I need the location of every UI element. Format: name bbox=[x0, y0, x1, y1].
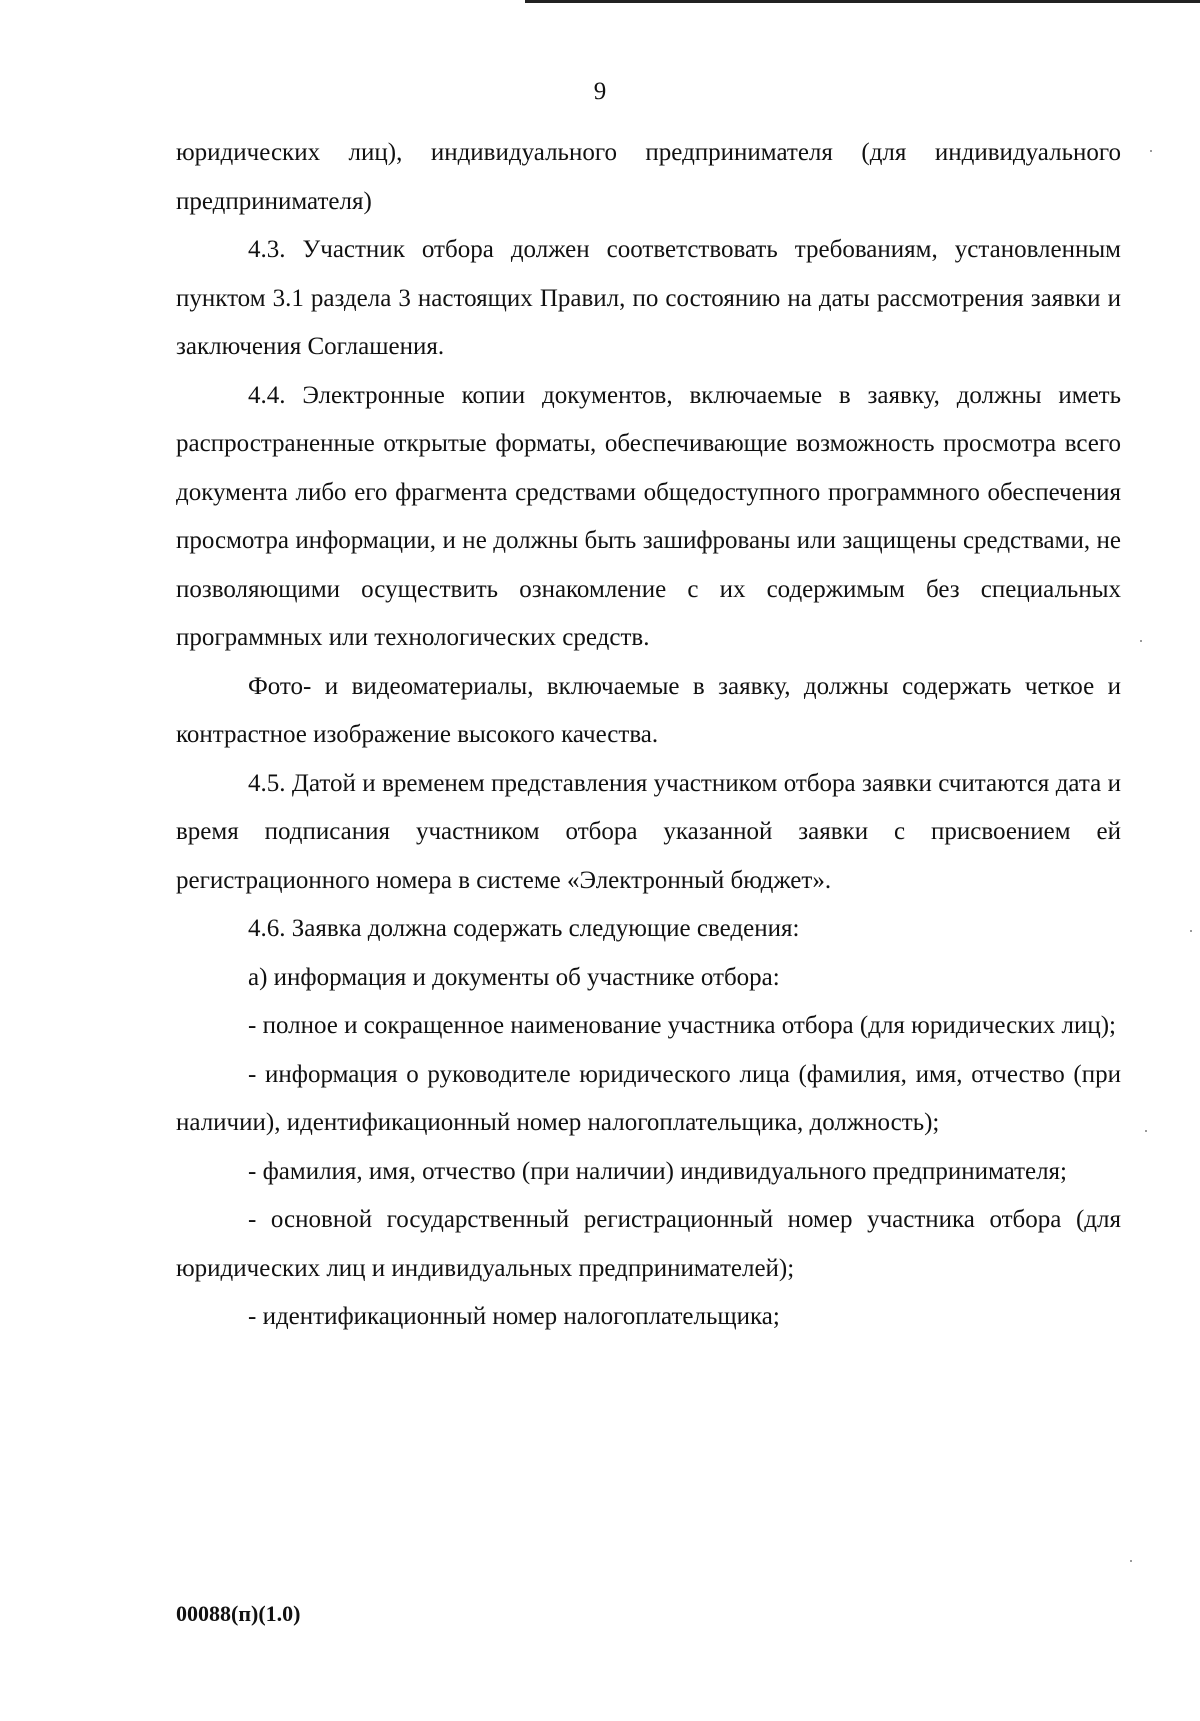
paragraph-continuation: юридических лиц), индивидуального предпринимателя (для индивидуального предпринимателя) bbox=[176, 139, 1121, 215]
paragraph-4-4: 4.4. Электронные копии документов, включаемые в заявку, должны иметь распространенные открытые форматы, обеспечивающие возможность просмотра всего документа либо его фрагмента средствами общедоступного программного обеспечения просмотра информации, и не должны быть зашифрованы или защищены средствами, не позволяющими осуществить ознакомление с их содержимым без специальных программных или технологических средств. bbox=[176, 381, 1121, 651]
paragraph-4-6: 4.6. Заявка должна содержать следующие сведения: bbox=[248, 915, 800, 942]
list-item-head-info: - информация о руководителе юридического лица (фамилия, имя, отчество (при наличии), идентификационный номер налогоплательщика, должность); bbox=[176, 1060, 1121, 1136]
paragraph-photo-video: Фото- и видеоматериалы, включаемые в заявку, должны содержать четкое и контрастное изображение высокого качества. bbox=[176, 672, 1121, 748]
scan-speck bbox=[1190, 930, 1192, 932]
page-number: 9 bbox=[593, 78, 607, 105]
list-item-full-name: - полное и сокращенное наименование участника отбора (для юридических лиц); bbox=[248, 1012, 1116, 1039]
paragraph-a: а) информация и документы об участнике отбора: bbox=[248, 963, 780, 991]
document-code: 00088(п)(1.0) bbox=[176, 1601, 301, 1626]
scan-speck bbox=[1130, 1560, 1132, 1562]
scan-speck bbox=[1150, 150, 1152, 152]
scan-speck bbox=[1140, 640, 1142, 642]
list-item-entrepreneur-name: - фамилия, имя, отчество (при наличии) индивидуального предпринимателя; bbox=[248, 1157, 1068, 1185]
top-border-rule bbox=[525, 0, 1200, 3]
paragraph-4-3: 4.3. Участник отбора должен соответствовать требованиям, установленным пунктом 3.1 раздела 3 настоящих Правил, по состоянию на даты рассмотрения заявки и заключения Соглашения. bbox=[176, 236, 1121, 360]
document-body bbox=[176, 129, 1121, 1342]
scan-speck bbox=[1145, 1130, 1147, 1132]
list-item-ogrn: - основной государственный регистрационный номер участника отбора (для юридических лиц и индивидуальных предпринимателей); bbox=[176, 1206, 1121, 1282]
list-item-inn: - идентификационный номер налогоплательщика; bbox=[248, 1303, 780, 1330]
paragraph-4-5: 4.5. Датой и временем представления участником отбора заявки считаются дата и время подписания участником отбора указанной заявки с присвоением ей регистрационного номера в системе «Электронный бюджет». bbox=[176, 769, 1121, 894]
